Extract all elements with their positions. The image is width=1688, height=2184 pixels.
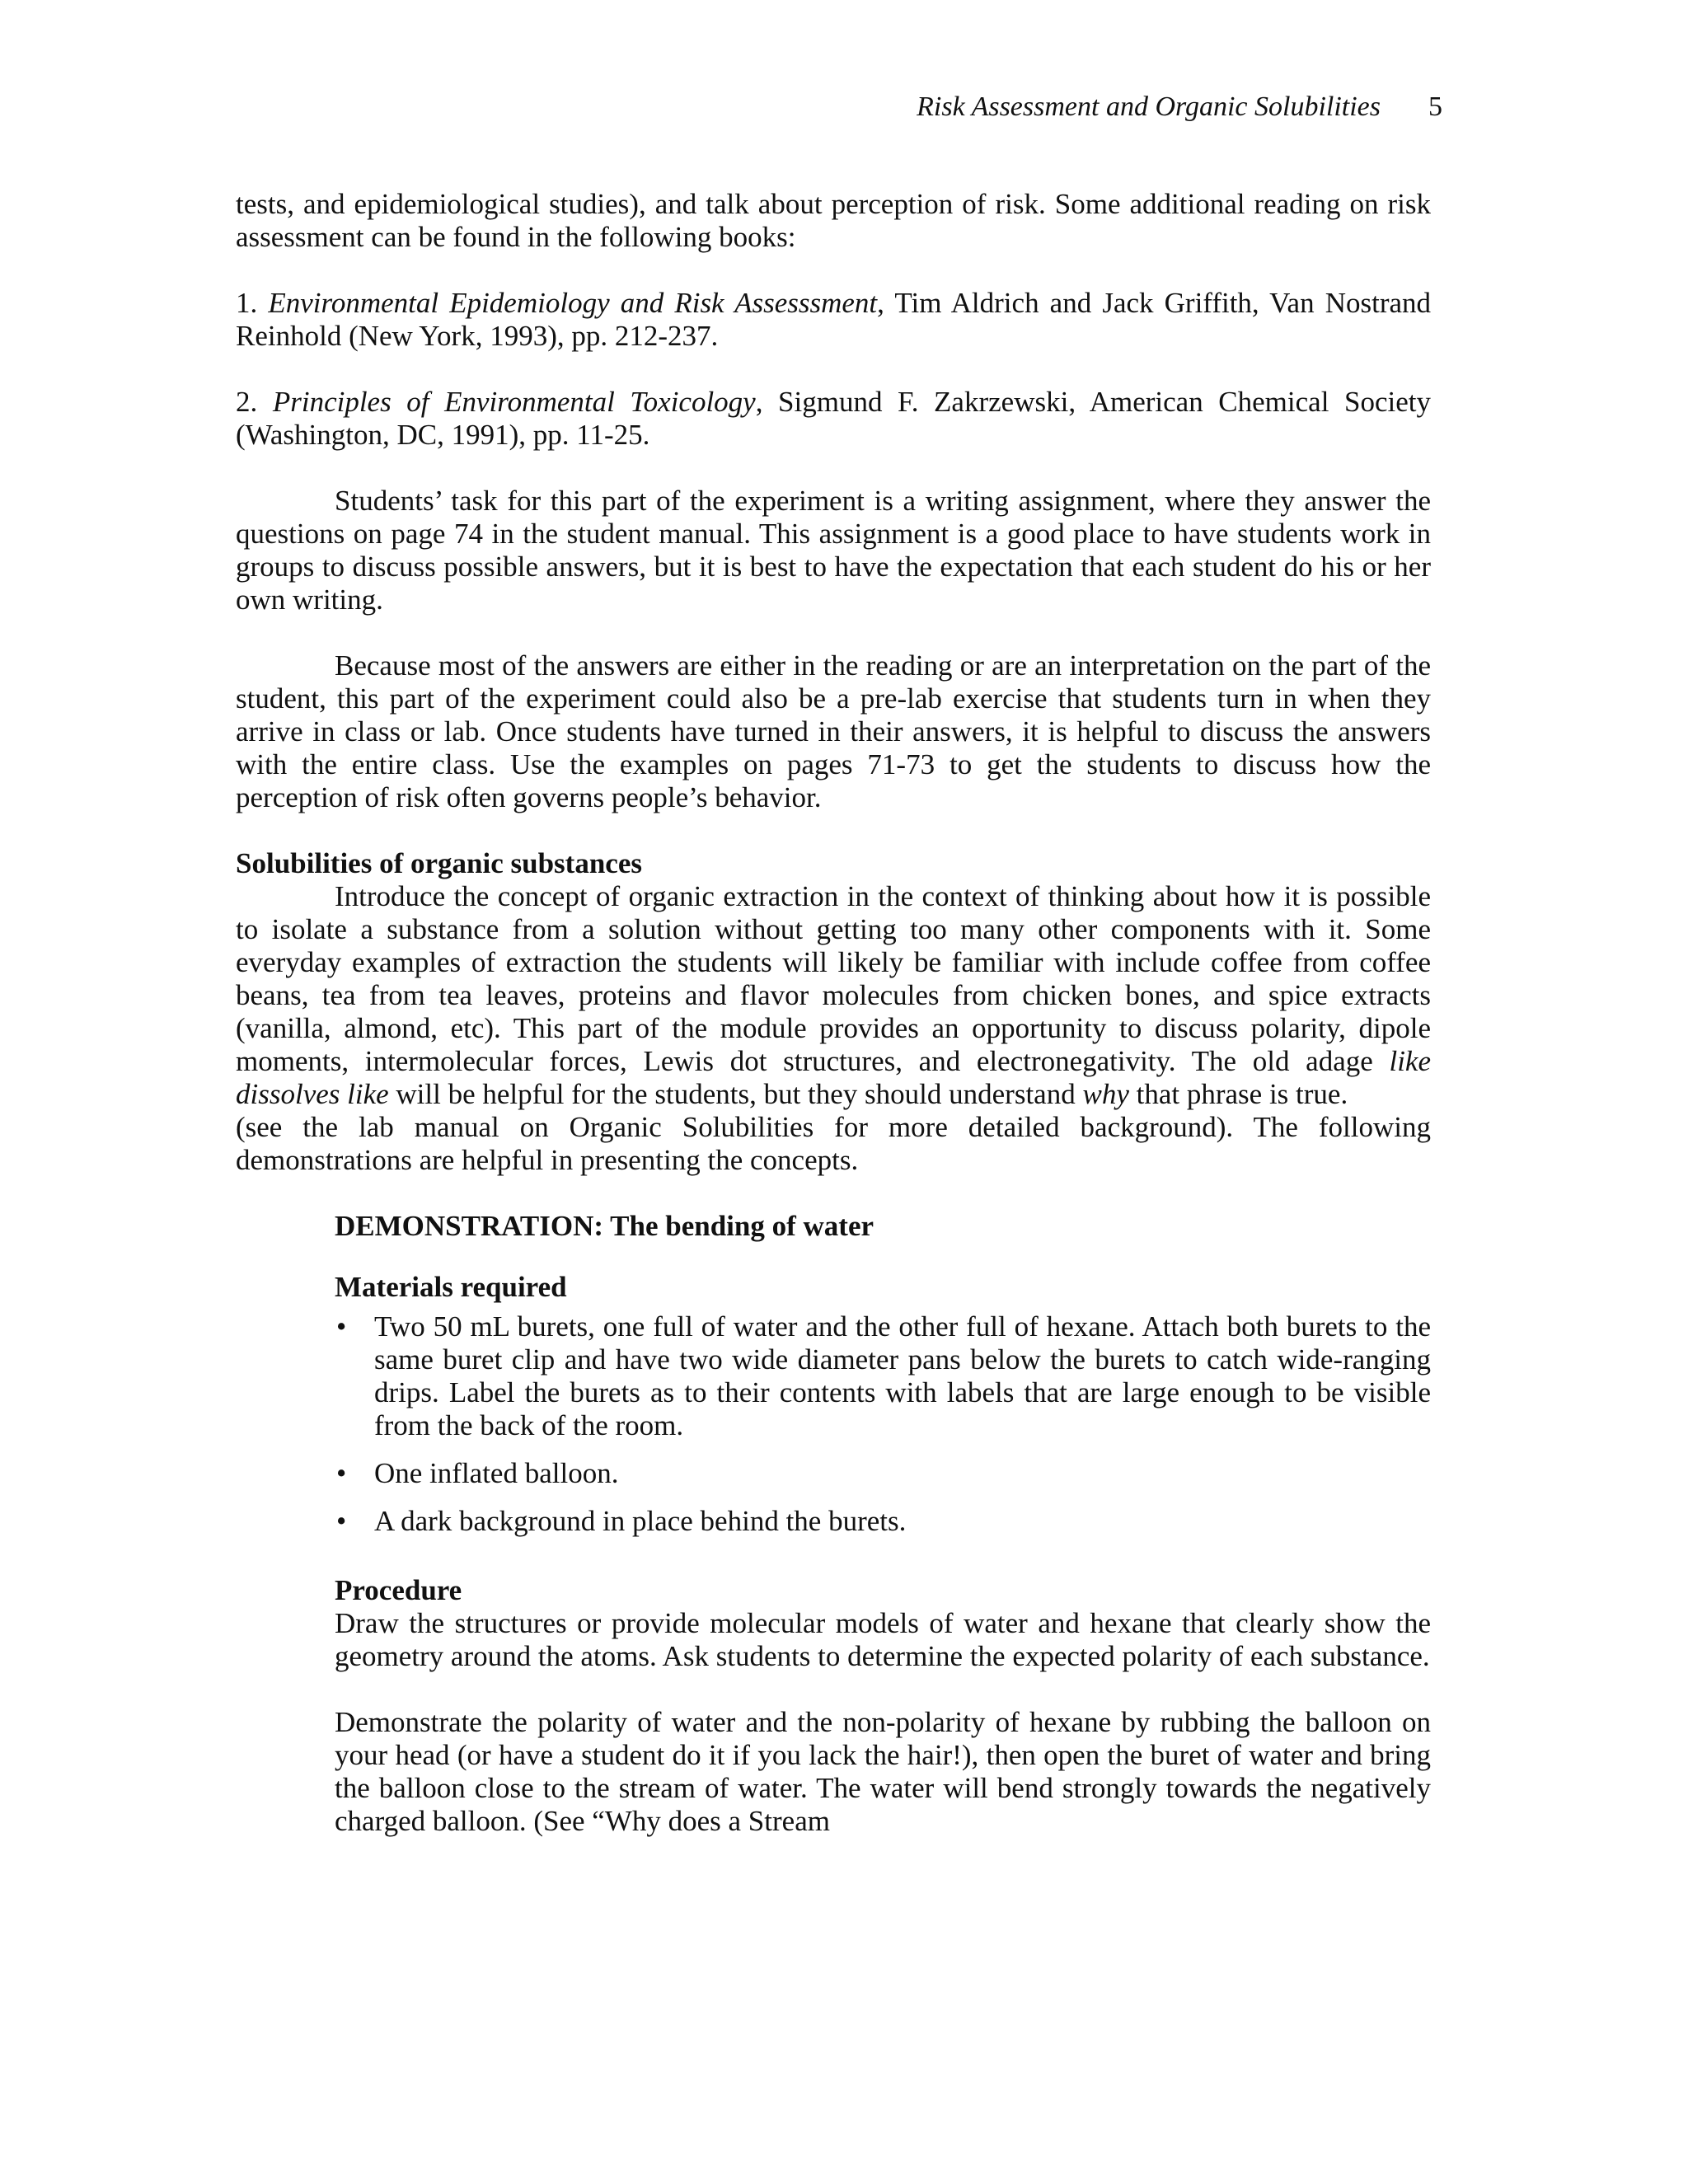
intro-paragraph: tests, and epidemiological studies), and talk about perception of risk. Some additional reading on risk assessment can be found in the following books: (236, 188, 1431, 253)
reference-number: 2. (236, 386, 273, 418)
bullet-icon: • (336, 1505, 347, 1537)
emphasis-text: like dissolves like (236, 1045, 1431, 1110)
solubilities-paragraph (236, 880, 1431, 1111)
solubilities-paragraph-continued: (see the lab manual on Organic Solubilities for more detailed background). The following demonstrations are helpful in presenting the concepts. (236, 1111, 1431, 1176)
running-title: Risk Assessment and Organic Solubilities (917, 91, 1381, 122)
procedure-paragraph-1: Draw the structures or provide molecular models of water and hexane that clearly show the geometry around the atoms. Ask students to determine the expected polarity of each substance. (335, 1607, 1431, 1672)
reference-item-2 (236, 386, 1431, 452)
running-header (917, 89, 1442, 125)
reference-number: 1. (236, 287, 269, 319)
demonstration-heading: DEMONSTRATION: The bending of water (335, 1210, 874, 1242)
list-item-text: One inflated balloon. (374, 1457, 619, 1489)
solubilities-text: Introduce the concept of organic extraction in the context of thinking about how it is possible to isolate a substance from a solution without getting too many other components with it. Some everyday examples of extraction the students will likely be familiar with include coffee from coffee beans, tea from tea leaves, proteins and flavor molecules from chicken bones, and spice extracts (vanilla, almond, etc). This part of the module provides an opportunity to discuss polarity, dipole moments, intermolecular forces, Lewis dot structures, and electronegativity. The old adage (236, 880, 1431, 1077)
list-item-text: A dark background in place behind the burets. (374, 1505, 907, 1537)
solubilities-text: will be helpful for the students, but they should understand (388, 1078, 1083, 1110)
reference-details: , Sigmund F. Zakrzewski, American Chemical Society (Washington, DC, 1991), pp. 11-25. (236, 386, 1431, 451)
reference-title: Principles of Environmental Toxicology (272, 386, 756, 418)
document-body (236, 188, 1431, 1838)
materials-heading: Materials required (335, 1271, 567, 1303)
materials-list (335, 1310, 1431, 1538)
emphasis-text: why (1082, 1078, 1129, 1110)
bullet-icon: • (336, 1310, 347, 1343)
reference-title: Environmental Epidemiology and Risk Assesssment (268, 287, 878, 319)
procedure-paragraph-2: Demonstrate the polarity of water and the non-polarity of hexane by rubbing the balloon on your head (or have a student do it if you lack the hair!), then open the buret of water and bring the balloon close to the stream of water. The water will bend strongly towards the negatively charged balloon. (See “Why does a Stream (335, 1706, 1431, 1837)
solubilities-text: that phrase is true. (1128, 1078, 1348, 1110)
section-heading: Solubilities of organic substances (236, 847, 642, 879)
demonstration-section (335, 1210, 1431, 1838)
task-paragraph: Students’ task for this part of the experiment is a writing assignment, where they answer the questions on page 74 in the student manual. This assignment is a good place to have students work in groups to discuss possible answers, but it is best to have the expectation that each student do his or her own writing. (236, 485, 1431, 616)
page-number: 5 (1428, 91, 1442, 122)
list-item (335, 1310, 1431, 1442)
bullet-icon: • (336, 1457, 347, 1489)
list-item (335, 1457, 1431, 1490)
procedure-heading: Procedure (335, 1574, 462, 1606)
reference-details: , Tim Aldrich and Jack Griffith, Van Nostrand Reinhold (New York, 1993), pp. 212-237. (236, 287, 1432, 352)
prelab-paragraph: Because most of the answers are either in the reading or are an interpretation on the part of the student, this part of the experiment could also be a pre-lab exercise that students turn in when they arrive in class or lab. Once students have turned in their answers, it is helpful to discuss the answers with the entire class. Use the examples on pages 71-73 to get the students to discuss how the perception of risk often governs people’s behavior. (236, 649, 1431, 813)
list-item (335, 1505, 1431, 1538)
list-item-text: Two 50 mL burets, one full of water and the other full of hexane. Attach both burets to the same buret clip and have two wide diameter pans below the burets to catch wide-ranging drips. Label the burets as to their contents with labels that are large enough to be visible from the back of the room. (374, 1310, 1431, 1441)
reference-item-1 (236, 287, 1431, 353)
